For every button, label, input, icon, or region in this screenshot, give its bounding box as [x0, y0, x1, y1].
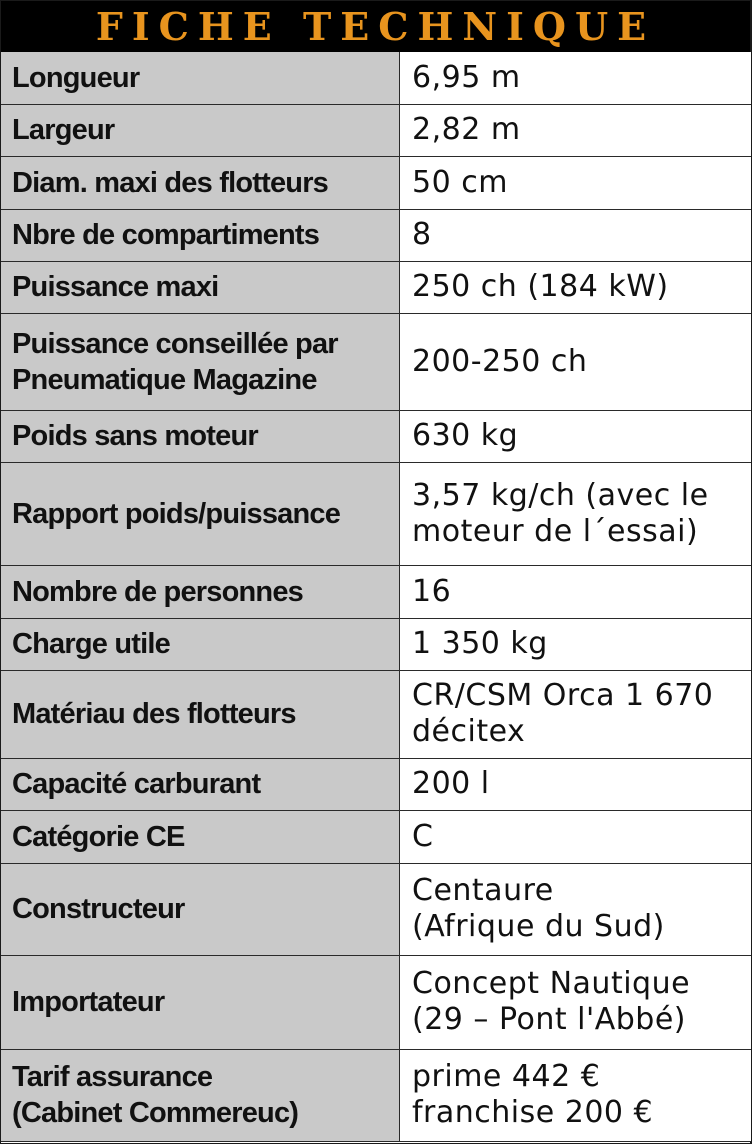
spec-value-line: franchise 200 €: [412, 1095, 654, 1130]
table-row: [1, 955, 751, 1049]
spec-value: [400, 261, 752, 313]
spec-value: [400, 810, 752, 863]
spec-value: [400, 462, 752, 565]
spec-label: Importateur: [1, 955, 400, 1049]
spec-value-line: 8: [412, 217, 432, 252]
spec-value-line: 630 kg: [412, 418, 519, 453]
spec-value-line: 250 ch (184 kW): [412, 269, 669, 304]
spec-table: [1, 52, 751, 1142]
spec-value-line: moteur de l´essai): [412, 513, 699, 549]
table-row: [1, 565, 751, 618]
spec-value: [400, 758, 752, 810]
spec-value-line: C: [412, 818, 434, 854]
spec-value-line: prime 442 €: [412, 1059, 601, 1094]
spec-label: Longueur: [1, 52, 400, 104]
table-row: [1, 156, 751, 209]
table-row: [1, 52, 751, 104]
table-row: [1, 670, 751, 758]
spec-value-line: CR/CSM Orca 1 670: [412, 678, 714, 713]
spec-value-line: 50 cm: [412, 164, 508, 200]
table-row: [1, 863, 751, 955]
spec-label: Constructeur: [1, 863, 400, 955]
spec-value-line: 1 350 kg: [412, 626, 548, 661]
spec-label-line: Tarif assurance: [12, 1061, 213, 1093]
spec-value-line: (29 – Pont l'Abbé): [412, 1002, 686, 1037]
spec-label: Capacité carburant: [1, 758, 400, 810]
spec-label: Puissance maxi: [1, 261, 400, 313]
spec-value-line: 200 l: [412, 766, 490, 801]
table-row: [1, 758, 751, 810]
spec-value-line: 6,95 m: [412, 59, 521, 95]
spec-value-line: décitex: [412, 714, 526, 749]
spec-value-line: 2,82 m: [412, 112, 521, 147]
spec-value: [400, 410, 752, 462]
spec-label: [1, 1049, 400, 1141]
spec-value-line: 3,57 kg/ch (avec le: [412, 477, 709, 513]
spec-value: [400, 313, 752, 410]
spec-value: [400, 52, 752, 104]
table-row: [1, 209, 751, 261]
spec-value-line: Concept Nautique: [412, 966, 691, 1001]
spec-label: Nombre de personnes: [1, 565, 400, 618]
table-row: [1, 1049, 751, 1141]
table-row: [1, 462, 751, 565]
header-bar: [1, 1, 750, 52]
spec-label-line: (Cabinet Commereuc): [12, 1097, 299, 1129]
table-row: [1, 261, 751, 313]
spec-value: [400, 670, 752, 758]
spec-label-line: Puissance conseillée par: [12, 327, 338, 360]
table-row: [1, 104, 751, 156]
table-row: [1, 810, 751, 863]
spec-value: [400, 104, 752, 156]
spec-label-line: Pneumatique Magazine: [12, 363, 317, 396]
spec-label: Poids sans moteur: [1, 410, 400, 462]
spec-label: Charge utile: [1, 618, 400, 670]
spec-label: Largeur: [1, 104, 400, 156]
table-row: [1, 313, 751, 410]
spec-value-line: 16: [412, 573, 452, 609]
spec-label: Matériau des flotteurs: [1, 670, 400, 758]
spec-label: Nbre de compartiments: [1, 209, 400, 261]
spec-label: Rapport poids/puissance: [1, 462, 400, 565]
spec-value: [400, 618, 752, 670]
table-row: [1, 618, 751, 670]
spec-value-line: 200-250 ch: [412, 343, 588, 379]
spec-value: [400, 565, 752, 618]
table-row: [1, 410, 751, 462]
spec-value-line: Centaure: [412, 873, 554, 908]
spec-value: [400, 209, 752, 261]
spec-value: [400, 955, 752, 1049]
page-title: FICHE TECHNIQUE: [95, 4, 656, 49]
spec-label: Catégorie CE: [1, 810, 400, 863]
spec-value: [400, 863, 752, 955]
spec-label: Diam. maxi des flotteurs: [1, 156, 400, 209]
spec-value: [400, 1049, 752, 1141]
spec-value-line: (Afrique du Sud): [412, 909, 665, 944]
spec-label: [1, 313, 400, 410]
spec-value: [400, 156, 752, 209]
